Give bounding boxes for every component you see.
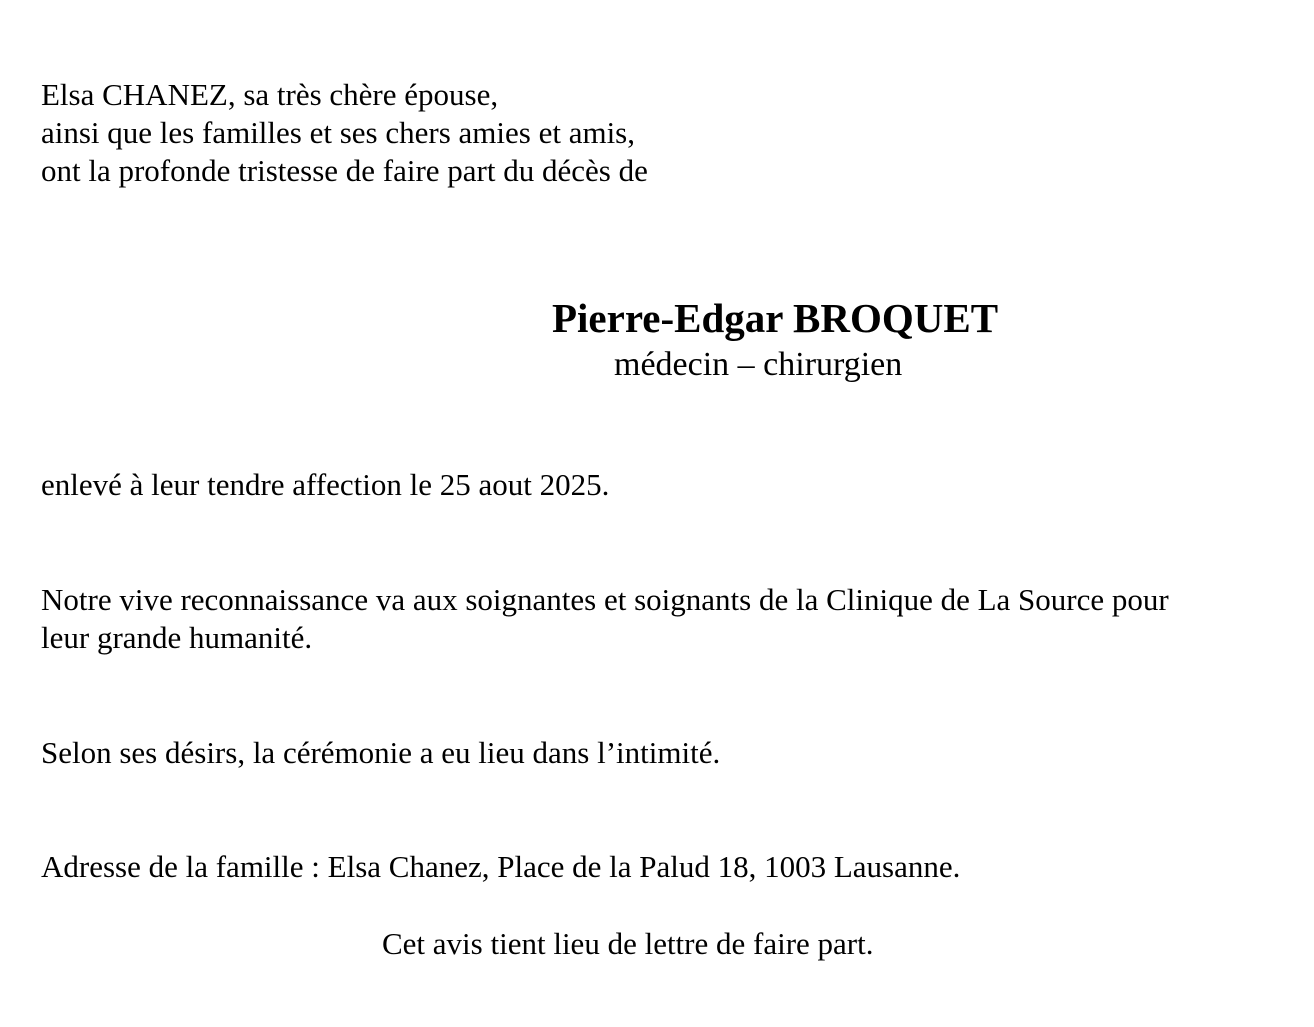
thanks-line-1: Notre vive reconnaissance va aux soignantes et soignants de la Clinique de La Source pour	[41, 582, 1169, 617]
ceremony-statement: Selon ses désirs, la cérémonie a eu lieu dans l’intimité.	[41, 735, 721, 770]
family-address: Adresse de la famille : Elsa Chanez, Place de la Palud 18, 1003 Lausanne.	[41, 849, 961, 884]
thanks-paragraph	[41, 581, 1271, 657]
notice-footer: Cet avis tient lieu de lettre de faire part.	[382, 926, 874, 961]
deceased-profession: médecin – chirurgien	[614, 346, 903, 383]
death-statement: enlevé à leur tendre affection le 25 aout 2025.	[41, 467, 610, 502]
thanks-line-2: leur grande humanité.	[41, 620, 313, 655]
intro-line-announcement: ont la profonde tristesse de faire part du décès de	[41, 153, 648, 188]
intro-paragraph	[41, 76, 648, 190]
intro-line-families: ainsi que les familles et ses chers amies et amis,	[41, 115, 635, 150]
intro-line-spouse: Elsa CHANEZ, sa très chère épouse,	[41, 77, 499, 112]
deceased-name: Pierre-Edgar BROQUET	[552, 295, 999, 341]
